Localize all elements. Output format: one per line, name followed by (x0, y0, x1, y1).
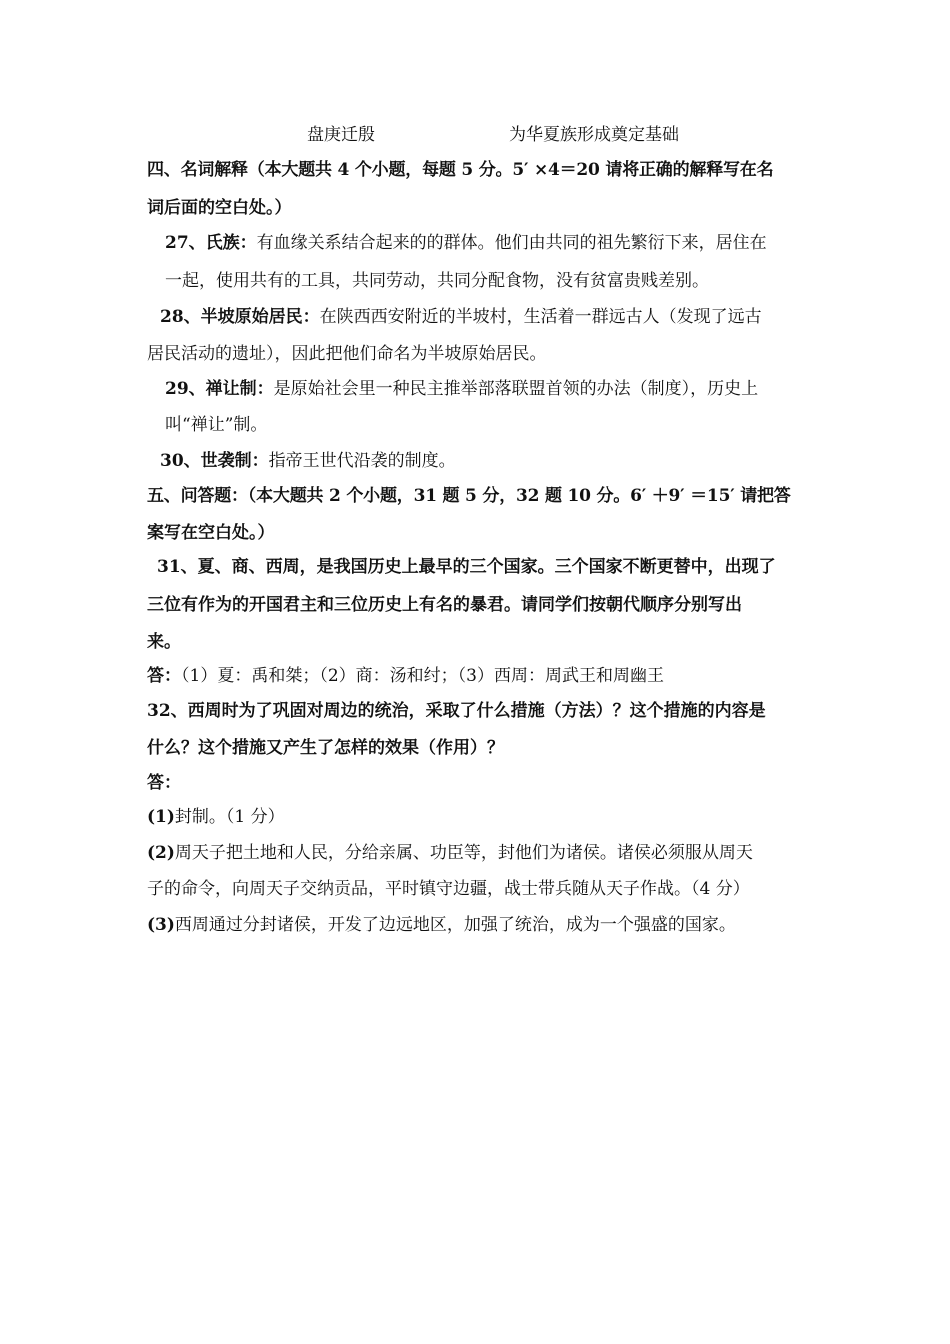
term-28-text-line1: 在陕西西安附近的半坡村，生活着一群远古人（发现了远古 (319, 307, 762, 327)
term-30-text-line1: 指帝王世代沿袭的制度。 (268, 451, 456, 471)
term-27-label: 27、氏族： (165, 233, 257, 253)
term-27-text-line2: 一起，使用共有的工具，共同劳动，共同分配食物，没有贫富贵贱差别。 (165, 271, 709, 291)
term-29-label: 29、禅让制： (165, 379, 274, 399)
q31-answer-label: 答： (147, 666, 181, 686)
q32-answer-2-line1: 周天子把土地和人民，分给亲属、功臣等，封他们为诸侯。诸侯必须服从周天 (174, 843, 753, 863)
term-29-text-line1: 是原始社会里一种民主推举部落联盟首领的办法（制度），历史上 (273, 379, 759, 399)
term-28 (160, 305, 762, 329)
q31-line3: 来。 (147, 632, 181, 652)
term-27 (165, 231, 767, 255)
q32-answer-1-num: (1) (147, 807, 175, 827)
section5-heading-line1: 五、问答题：（本大题共 2 个小题，31 题 5 分，32 题 10 分。6′ ＋9′ ＝15′ 请把答 (147, 486, 791, 506)
q32-answer-3-text: 西周通过分封诸侯，开发了边远地区，加强了统治，成为一个强盛的国家。 (174, 915, 736, 935)
q32-line2: 什么？这个措施又产生了怎样的效果（作用）？ (147, 738, 504, 758)
term-29 (165, 377, 758, 401)
q31-line2: 三位有作为的开国君主和三位历史上有名的暴君。请同学们按朝代顺序分别写出 (147, 595, 742, 615)
section4-heading-line1: 四、名词解释（本大题共 4 个小题，每题 5 分。5′ ×4＝20 请将正确的解释写在名 (147, 160, 774, 180)
q32-answer-2-num: (2) (147, 843, 175, 863)
section4-heading-line2: 词后面的空白处。） (147, 198, 292, 218)
section5-heading-line2: 案写在空白处。） (147, 523, 275, 543)
q32-answer-3 (147, 913, 736, 937)
q31-answer (147, 664, 664, 688)
q32-line1: 32、西周时为了巩固对周边的统治，采取了什么措施（方法）？这个措施的内容是 (147, 701, 766, 721)
q31-line1: 31、夏、商、西周，是我国历史上最早的三个国家。三个国家不断更替中，出现了 (157, 557, 776, 577)
term-30-label: 30、世袭制： (160, 451, 269, 471)
term-28-label: 28、半坡原始居民： (160, 307, 320, 327)
q32-answer-label: 答： (147, 773, 181, 793)
term-28-text-line2: 居民活动的遗址），因此把他们命名为半坡原始居民。 (147, 344, 547, 364)
q32-answer-1 (147, 805, 285, 829)
q32-answer-1-text: 封制。（1 分） (174, 807, 285, 827)
q32-answer-2-line2: 子的命令，向周天子交纳贡品，平时镇守边疆，战士带兵随从天子作战。（4 分） (147, 879, 750, 899)
q31-answer-text: （1）夏：禹和桀；（2）商：汤和纣；（3）西周：周武王和周幽王 (181, 666, 664, 686)
top-row-left: 盘庚迁殷 (307, 125, 375, 145)
term-29-text-line2: 叫“禅让”制。 (165, 415, 268, 435)
term-30 (160, 449, 456, 473)
q32-answer-3-num: (3) (147, 915, 175, 935)
top-row-right: 为华夏族形成奠定基础 (509, 125, 679, 145)
q32-answer-2 (147, 841, 753, 865)
term-27-text-line1: 有血缘关系结合起来的的群体。他们由共同的祖先繁衍下来，居住在 (256, 233, 767, 253)
